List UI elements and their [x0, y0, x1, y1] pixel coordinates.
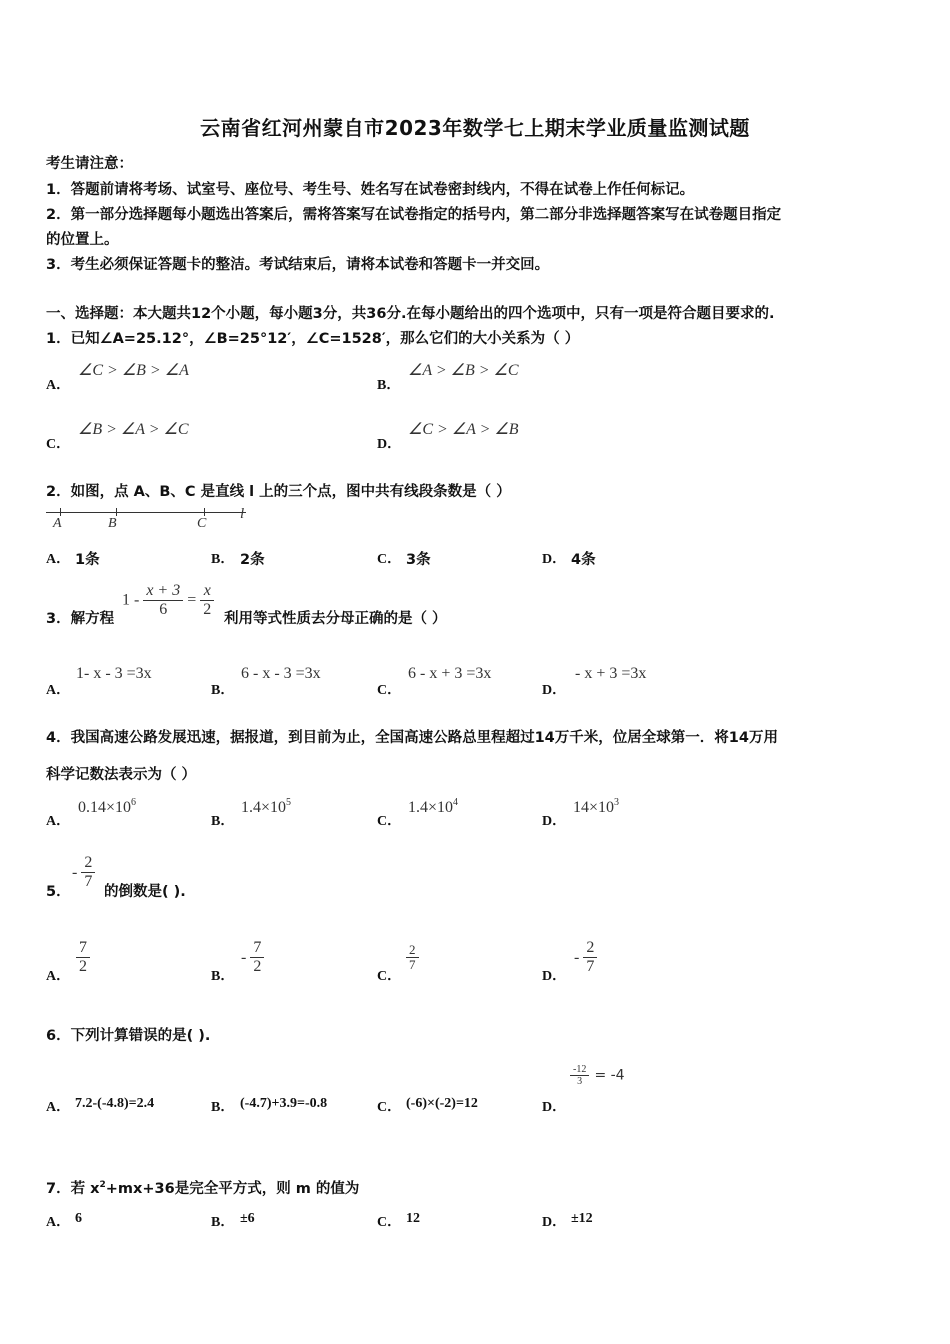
- q6-d-rest: = -4: [594, 1067, 625, 1084]
- q5-frac: [81, 854, 95, 891]
- page-title: 云南省红河州蒙自市2023年数学七上期末学业质量监测试题: [200, 116, 750, 140]
- notice-item-3: 3．考生必须保证答题卡的整洁。考试结束后，请将本试卷和答题卡一并交回。: [46, 257, 550, 273]
- q3-frac-2: [200, 582, 214, 619]
- q6-d-frac: [570, 1064, 589, 1087]
- q7-option-d[interactable]: ±12: [571, 1211, 593, 1226]
- q3-option-c[interactable]: 6 - x + 3 =3x: [408, 665, 492, 682]
- q7-label-a: A．: [46, 1215, 71, 1230]
- q5-frac-a: [76, 939, 90, 976]
- q6-option-d[interactable]: [570, 1064, 625, 1087]
- q2-option-b[interactable]: 2条: [240, 552, 265, 568]
- q3-option-b[interactable]: 6 - x - 3 =3x: [241, 665, 321, 682]
- notice-heading: 考生请注意：: [46, 156, 133, 172]
- q3-den-1: 6: [159, 601, 168, 618]
- q5-den-b: 2: [253, 958, 262, 975]
- q5-label-a: A．: [46, 969, 71, 984]
- q5-option-d[interactable]: [574, 939, 597, 976]
- q1-label-a: A．: [46, 378, 71, 393]
- q6-label-c: C．: [377, 1100, 402, 1115]
- q1-option-d[interactable]: ∠C > ∠A > ∠B: [408, 421, 519, 438]
- q1-option-b[interactable]: ∠A > ∠B > ∠C: [408, 362, 519, 379]
- q3-eq-left: 1 -: [122, 591, 140, 609]
- q4-label-d: D．: [542, 814, 567, 829]
- q3-num-2: x: [200, 582, 214, 601]
- q3-label-c: C．: [377, 683, 402, 698]
- notice-item-1: 1．答题前请将考场、试室号、座位号、考生号、姓名写在试卷密封线内，不得在试卷上作任何标记。: [46, 182, 695, 198]
- q3-option-d[interactable]: - x + 3 =3x: [575, 665, 647, 682]
- q6-label-b: B．: [211, 1100, 235, 1115]
- q2-label-a: A．: [46, 552, 71, 567]
- q3-label-a: A．: [46, 683, 71, 698]
- q3-num-1: x + 3: [143, 582, 183, 601]
- q7-stem-a: 7．若 x: [46, 1181, 100, 1197]
- q2-label-d: D．: [542, 552, 567, 567]
- q4-exp-d: 3: [614, 797, 620, 808]
- q2-option-c[interactable]: 3条: [406, 552, 431, 568]
- q6-stem: 6．下列计算错误的是( ).: [46, 1028, 211, 1044]
- point-c-label: C: [197, 516, 207, 531]
- point-b-label: B: [108, 516, 117, 531]
- q7-option-b[interactable]: ±6: [240, 1211, 255, 1226]
- q1-label-b: B．: [377, 378, 401, 393]
- notice-item-2: 2．第一部分选择题每小题选出答案后，需将答案写在试卷指定的括号内，第二部分非选择题答案写在试卷题目指定: [46, 207, 782, 223]
- q4-label-a: A．: [46, 814, 71, 829]
- point-b-tick: [116, 508, 117, 516]
- q5-label-b: B．: [211, 969, 235, 984]
- q5-label-d: D．: [542, 969, 567, 984]
- q4-exp-a: 6: [131, 797, 137, 808]
- q2-label-b: B．: [211, 552, 235, 567]
- notice-item-2-cont: 的位置上。: [46, 232, 119, 248]
- q5-option-a[interactable]: [76, 939, 90, 976]
- q1-stem: 1．已知∠A=25.12°，∠B=25°12′，∠C=1528′，那么它们的大小关系为（ ）: [46, 331, 580, 347]
- q4-option-b[interactable]: [241, 797, 291, 817]
- q7-label-b: B．: [211, 1215, 235, 1230]
- q7-stem-sup: 2: [99, 1180, 106, 1190]
- q4-base-d: 14×10: [573, 799, 615, 816]
- q2-stem: 2．如图，点 A、B、C 是直线 l 上的三个点，图中共有线段条数是（ ）: [46, 484, 511, 500]
- q4-label-c: C．: [377, 814, 402, 829]
- q3-suffix: 利用等式性质去分母正确的是（ ）: [224, 611, 447, 627]
- section-heading: 一、选择题：本大题共12个小题，每小题3分，共36分.在每小题给出的四个选项中，只有一项是符合题目要求的.: [46, 306, 775, 322]
- q3-label-b: B．: [211, 683, 235, 698]
- q4-base-a: 0.14×10: [78, 799, 132, 816]
- q7-option-a[interactable]: 6: [75, 1211, 82, 1226]
- q3-eq-sign: =: [187, 591, 197, 609]
- q6-option-b[interactable]: (-4.7)+3.9=-0.8: [240, 1096, 328, 1111]
- q3-prefix: 3．解方程: [46, 611, 115, 627]
- line-l: [46, 512, 246, 513]
- q6-d-den: 3: [577, 1076, 583, 1087]
- point-c-tick: [204, 508, 205, 516]
- q7-label-c: C．: [377, 1215, 402, 1230]
- q4-option-d[interactable]: [573, 797, 619, 817]
- q6-option-a[interactable]: 7.2-(-4.8)=2.4: [75, 1096, 155, 1111]
- q4-base-c: 1.4×10: [408, 799, 454, 816]
- q3-equation: [122, 582, 214, 619]
- q3-option-a[interactable]: 1- x - 3 =3x: [76, 665, 152, 682]
- q7-option-c[interactable]: 12: [406, 1211, 420, 1226]
- q6-label-a: A．: [46, 1100, 71, 1115]
- q1-label-d: D．: [377, 437, 402, 452]
- q5-num: 2: [81, 854, 95, 873]
- q6-label-d: D．: [542, 1100, 567, 1115]
- q2-option-d[interactable]: 4条: [571, 552, 596, 568]
- q5-den-d: 7: [586, 958, 595, 975]
- q3-label-d: D．: [542, 683, 567, 698]
- q5-den-c: 7: [409, 957, 416, 972]
- point-a-label: A: [53, 516, 62, 531]
- q5-suffix: 的倒数是( ).: [104, 884, 186, 900]
- q5-num-a: 7: [76, 939, 90, 958]
- q5-sign-d: -: [574, 948, 580, 966]
- q4-option-c[interactable]: [408, 797, 458, 817]
- q5-frac-b: [250, 939, 264, 976]
- q4-exp-b: 5: [286, 797, 292, 808]
- q5-label-c: C．: [377, 969, 402, 984]
- q1-option-c[interactable]: ∠B > ∠A > ∠C: [78, 421, 189, 438]
- q5-prefix: 5．: [46, 884, 71, 900]
- q5-option-b[interactable]: [241, 939, 264, 976]
- q2-label-c: C．: [377, 552, 402, 567]
- q4-exp-c: 4: [453, 797, 459, 808]
- line-label: l: [240, 506, 245, 522]
- q4-stem-1: 4．我国高速公路发展迅速，据报道，到目前为止，全国高速公路总里程超过14万千米，位居全球第一．将14万用: [46, 730, 778, 746]
- q4-label-b: B．: [211, 814, 235, 829]
- q4-option-a[interactable]: [78, 797, 136, 817]
- q6-d-num: -12: [570, 1064, 589, 1076]
- q1-label-c: C．: [46, 437, 71, 452]
- point-a-tick: [60, 508, 61, 516]
- q3-frac-1: [143, 582, 183, 619]
- q4-stem-2: 科学记数法表示为（ ）: [46, 767, 197, 783]
- q3-den-2: 2: [203, 601, 212, 618]
- q7-stem-b: +mx+36是完全平方式，则 m 的值为: [105, 1181, 360, 1197]
- q5-fraction: [72, 854, 95, 891]
- q7-label-d: D．: [542, 1215, 567, 1230]
- q6-option-c[interactable]: (-6)×(-2)=12: [406, 1096, 478, 1111]
- q5-neg: -: [72, 863, 78, 881]
- q2-option-a[interactable]: 1条: [75, 552, 100, 568]
- q7-stem: [46, 1177, 359, 1198]
- q5-option-c[interactable]: [406, 943, 419, 972]
- q5-num-b: 7: [250, 939, 264, 958]
- q1-option-a[interactable]: ∠C > ∠B > ∠A: [78, 362, 189, 379]
- q4-base-b: 1.4×10: [241, 799, 287, 816]
- q5-num-c: 2: [406, 943, 419, 958]
- q5-frac-c: [406, 943, 419, 972]
- q5-den-a: 2: [79, 958, 87, 975]
- q5-frac-d: [583, 939, 597, 976]
- q5-num-d: 2: [583, 939, 597, 958]
- q5-sign-b: -: [241, 948, 247, 966]
- q5-den: 7: [84, 873, 93, 890]
